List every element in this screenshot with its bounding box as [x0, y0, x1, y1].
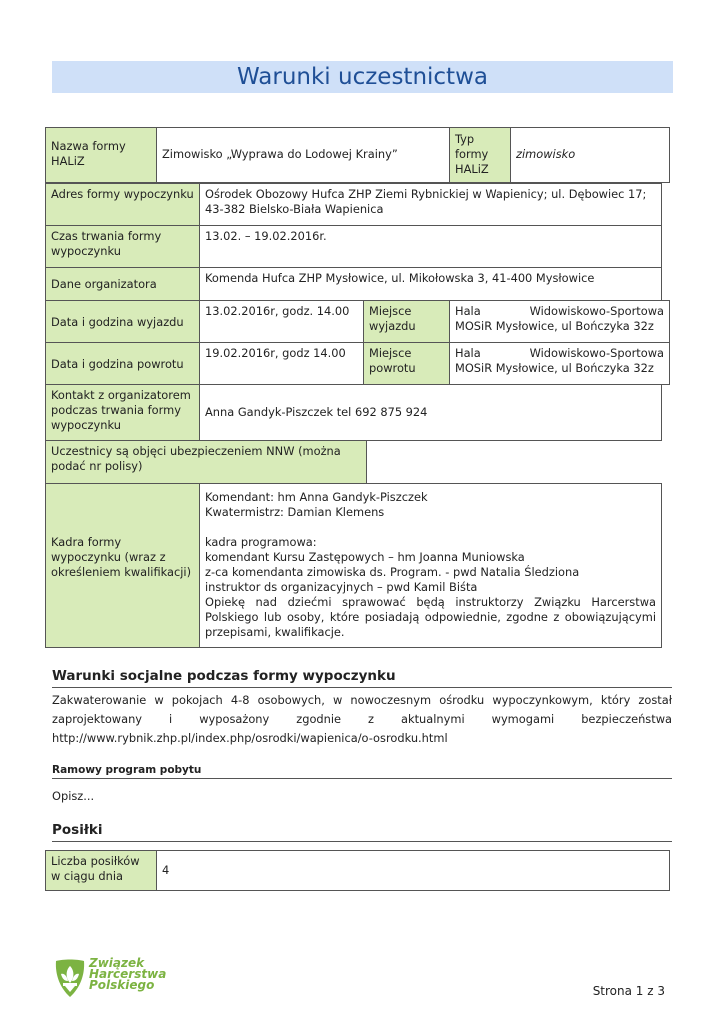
- organizer-label: Dane organizatora: [45, 267, 200, 301]
- form-name-value: Zimowisko „Wyprawa do Lodowej Krainy”: [156, 127, 450, 183]
- form-name-label: Nazwa formy HALiZ: [45, 127, 157, 183]
- page-title: Warunki uczestnictwa: [237, 64, 488, 90]
- staff-line: Komendant: hm Anna Gandyk-Piszczek: [205, 490, 428, 504]
- return-place-label: Miejsce powrotu: [363, 342, 450, 385]
- insurance-label: Uczestnicy są objęci ubezpieczeniem NNW (można podać nr polisy): [45, 440, 367, 484]
- meals-count-label: Liczba posiłków w ciągu dnia: [45, 850, 157, 891]
- duration-value: 13.02. – 19.02.2016r.: [199, 225, 662, 268]
- organizer-value: Komenda Hufca ZHP Mysłowice, ul. Mikołowska 3, 41-400 Mysłowice: [199, 267, 662, 301]
- social-text: Zakwaterowanie w pokojach 4-8 osobowych, w nowoczesnym ośrodku wypoczynkowym, który został zaprojektowany i wyposażony zgodnie z aktualnymi wymogami bezpieczeństwa http://www.rybnik.zhp.pl/index.php/osrodki/wapienica/o-osrodku.html: [52, 691, 672, 748]
- return-place-value: Hala Widowiskowo-Sportowa MOSiR Mysłowice, ul Bończyka 32z: [449, 342, 670, 385]
- staff-line: komendant Kursu Zastępowych – hm Joanna Muniowska: [205, 550, 525, 564]
- type-value: zimowisko: [510, 127, 670, 183]
- staff-line: Kwatermistrz: Damian Klemens: [205, 505, 385, 519]
- type-label: Typ formy HALiZ: [449, 127, 511, 183]
- return-value: 19.02.2016r, godz 14.00: [199, 342, 364, 385]
- staff-line: instruktor ds organizacyjnych – pwd Kamil Biśta: [205, 580, 478, 594]
- staff-label: Kadra formy wypoczynku (wraz z określeniem kwalifikacji): [45, 483, 200, 648]
- zhp-logo-text: Związek Harcerstwa Polskiego: [89, 956, 167, 992]
- departure-label: Data i godzina wyjazdu: [45, 300, 200, 343]
- page-number: Strona 1 z 3: [592, 984, 665, 998]
- staff-note: Opiekę nad dziećmi sprawować będą instruktorzy Związku Harcerstwa Polskiego lub osoby, które posiadają odpowiednie, zgodne z obowiązującymi przepisami, kwalifikacje.: [205, 595, 656, 639]
- departure-place-label: Miejsce wyjazdu: [363, 300, 450, 343]
- staff-line: z-ca komendanta zimowiska ds. Program. - pwd Natalia Śledziona: [205, 565, 580, 579]
- departure-place-value: Hala Widowiskowo-Sportowa MOSiR Mysłowice, ul Bończyka 32z: [449, 300, 670, 343]
- contact-label: Kontakt z organizatorem podczas trwania formy wypoczynku: [45, 384, 200, 441]
- social-heading: Warunki socjalne podczas formy wypoczynku: [52, 668, 672, 688]
- program-heading: Ramowy program pobytu: [52, 764, 672, 779]
- address-label: Adres formy wypoczynku: [45, 183, 200, 226]
- staff-line: kadra programowa:: [205, 535, 317, 549]
- program-text: Opisz...: [52, 789, 95, 803]
- contact-value: Anna Gandyk-Piszczek tel 692 875 924: [199, 384, 662, 441]
- return-label: Data i godzina powrotu: [45, 342, 200, 385]
- duration-label: Czas trwania formy wypoczynku: [45, 225, 200, 268]
- social-link[interactable]: http://www.rybnik.zhp.pl/index.php/osrodki/wapienica/o-osrodku.html: [52, 731, 448, 745]
- staff-line: [205, 520, 656, 535]
- meals-count-value: 4: [156, 850, 670, 891]
- zhp-lily-logo: [53, 957, 87, 999]
- meals-heading: Posiłki: [52, 822, 672, 842]
- address-value: Ośrodek Obozowy Hufca ZHP Ziemi Rybnickiej w Wapienicy; ul. Dębowiec 17; 43-382 Bielsko-Biała Wapienica: [199, 183, 662, 226]
- staff-value: [199, 483, 662, 648]
- departure-value: 13.02.2016r, godz. 14.00: [199, 300, 364, 343]
